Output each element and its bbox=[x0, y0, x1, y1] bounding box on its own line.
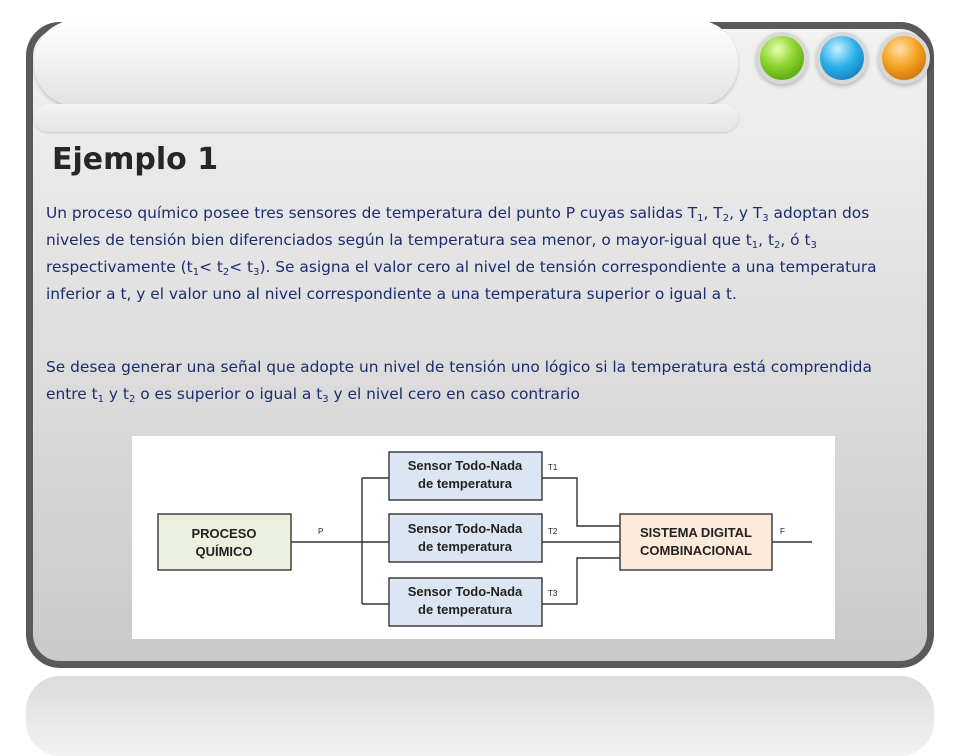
process-block bbox=[158, 514, 291, 570]
orange-orb-icon bbox=[882, 36, 926, 80]
system-label-line1: SISTEMA DIGITAL bbox=[640, 525, 752, 540]
signal-label-t1: T1 bbox=[548, 463, 558, 472]
requirement-paragraph: Se desea generar una señal que adopte un nivel de tensión uno lógico si la temperatura está comprendida entre $t_1$ y $t_2$ o es superior o igual a $t_3$ y el nivel cero en caso contrario bbox=[46, 358, 872, 405]
blue-orb-icon bbox=[820, 36, 864, 80]
signal-label-p: P bbox=[318, 527, 324, 536]
problem-paragraph: Un proceso químico posee tres sensores de temperatura del punto P cuyas salidas $T_1$, $T_2$, y $T_3$ adoptan dos niveles de tensión bien diferenciados según la temperatura sea menor, o mayor-igual que $t_1$, $t_2$, ó $t_3$ respectivamente $(t_1< t_2< t_3)$. Se asigna el valor cero al nivel de tensión correspondiente a una temperatura inferior a t, y el valor uno al nivel correspondiente a una temperatura superior o igual a t. bbox=[46, 204, 877, 303]
process-box bbox=[158, 514, 291, 570]
slide-title: Ejemplo 1 bbox=[52, 142, 219, 177]
process-label-line2: QUÍMICO bbox=[195, 544, 253, 559]
green-orb-icon bbox=[760, 36, 804, 80]
sensor-1-line1: Sensor Todo-Nada bbox=[407, 458, 523, 473]
process-label-line1: PROCESO bbox=[191, 526, 257, 541]
system-label-line2: COMBINACIONAL bbox=[640, 543, 752, 558]
sensor-2-line1: Sensor Todo-Nada bbox=[407, 521, 523, 536]
sensor-block-2 bbox=[389, 514, 542, 562]
system-block bbox=[620, 514, 772, 570]
sensor-3-line2: de temperatura bbox=[418, 602, 512, 617]
block-diagram-svg bbox=[132, 436, 835, 639]
sensor-1-line2: de temperatura bbox=[418, 476, 512, 491]
signal-label-t3: T3 bbox=[548, 589, 558, 598]
sensor-block-3 bbox=[389, 578, 542, 626]
header-bar bbox=[34, 20, 738, 106]
sensor-block-1 bbox=[389, 452, 542, 500]
block-diagram bbox=[132, 436, 835, 639]
system-box bbox=[620, 514, 772, 570]
header-subbar bbox=[34, 104, 738, 132]
slide-reflection bbox=[26, 676, 934, 756]
sensor-2-line2: de temperatura bbox=[418, 539, 512, 554]
sensor-3-line1: Sensor Todo-Nada bbox=[407, 584, 523, 599]
signal-label-t2: T2 bbox=[548, 527, 558, 536]
signal-label-f: F bbox=[780, 527, 785, 536]
